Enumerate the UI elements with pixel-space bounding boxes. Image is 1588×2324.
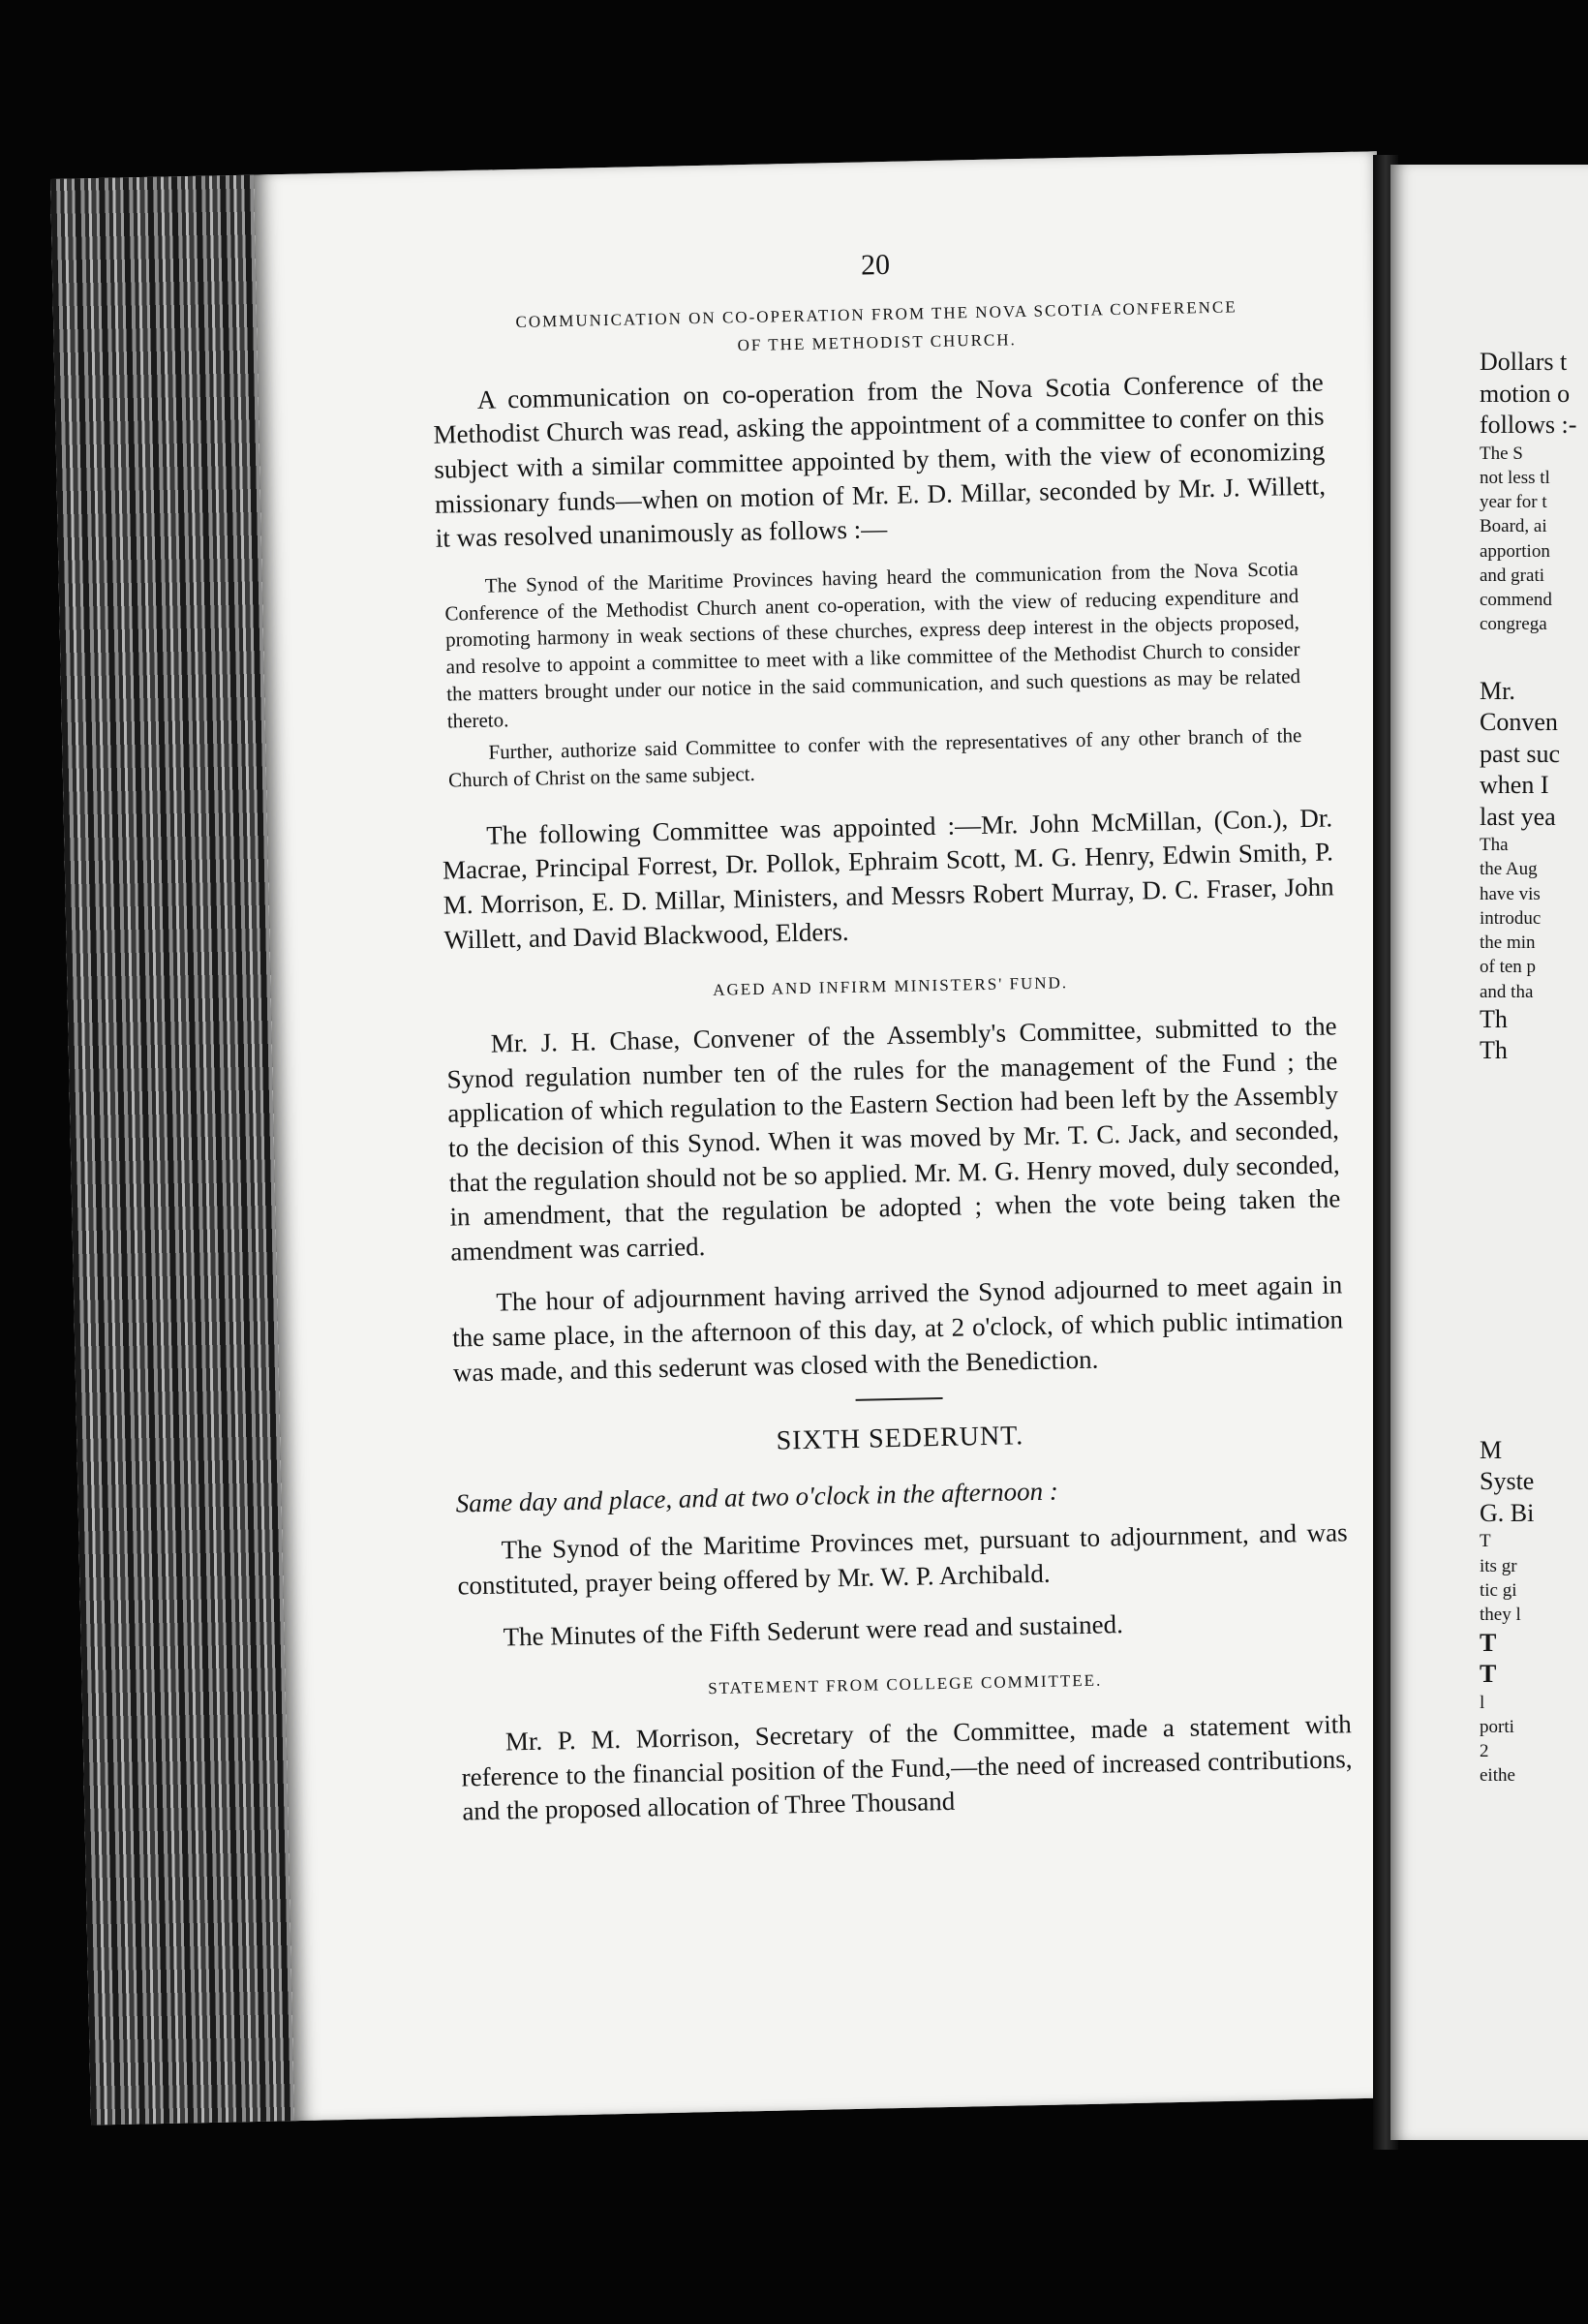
facing-page-line: of ten p <box>1480 957 1537 978</box>
book-left-page-block <box>50 151 1418 2125</box>
college-paragraph: Mr. P. M. Morrison, Secretary of the Committee, made a statement with reference to the financial position of the Fund,—the need of increased contributions, and the proposed allocation of Three Thousand <box>461 1709 1353 1826</box>
facing-page-line: Th <box>1480 1004 1508 1033</box>
facing-page-line: and tha <box>1480 981 1534 1002</box>
section-heading-communication <box>431 292 1323 367</box>
heading-line-1: COMMUNICATION ON CO-OPERATION FROM THE NOVA SCOTIA CONFERENCE <box>515 297 1237 331</box>
facing-page-line: not less tl <box>1480 467 1550 488</box>
facing-page-line: commend <box>1480 590 1552 611</box>
facing-page-line: 2 <box>1480 1741 1489 1762</box>
facing-page-line: its gr <box>1480 1555 1517 1576</box>
facing-page-line: porti <box>1480 1716 1514 1737</box>
facing-page-line: the min <box>1480 933 1536 954</box>
facing-page-line: M <box>1480 1435 1503 1464</box>
sederunt-title: SIXTH SEDERUNT. <box>776 1421 1024 1456</box>
facing-page-line: T <box>1480 1628 1497 1657</box>
facing-page-line: apportion <box>1480 540 1550 562</box>
facing-page-line: T <box>1480 1531 1491 1552</box>
sederunt-subtitle: Same day and place, and at two o'clock in the afternoon : <box>455 1476 1059 1518</box>
facing-page-line: last yea <box>1480 802 1556 831</box>
page-fore-edges <box>50 175 294 2125</box>
facing-page-line: year for t <box>1480 492 1547 513</box>
section-divider <box>856 1397 943 1401</box>
facing-page-line: the Aug <box>1480 859 1538 880</box>
facing-page-line: Tha <box>1480 835 1509 856</box>
facing-page-line: Th <box>1480 1036 1508 1065</box>
facing-page-line: have vis <box>1480 883 1541 904</box>
facing-page-line: Dollars t <box>1480 348 1568 376</box>
aged-infirm-paragraph: Mr. J. H. Chase, Convener of the Assembly's Committee, submitted to the Synod regulation number ten of the rules for the management of the Fund ; the application of which regulation to the Eastern Section had been left by the Assembly to the decision of this Synod. When it was moved by Mr. T. C. Jack, and seconded, that the regulation should not be so applied. Mr. M. G. Henry moved, duly seconded, in amendment, that the regulation be adopted ; when the vote being taken the amendment was carried. <box>446 1011 1341 1267</box>
facing-page-line: when I <box>1480 771 1549 800</box>
page-content <box>430 240 1354 1848</box>
committee-paragraph: The following Committee was appointed :—Mr. John McMillan, (Con.), Dr. Macrae, Principal Forrest, Dr. Pollok, Ephraim Scott, M. G. Henry, Edwin Smith, P. M. Morrison, E. D. Millar, Ministers, and Messrs Robert Murray, D. C. Fraser, John Willett, and David Blackwood, Elders. <box>442 803 1334 955</box>
facing-page-line: and grati <box>1480 565 1545 586</box>
facing-page-line: Syste <box>1480 1467 1535 1496</box>
facing-page-line: past suc <box>1480 739 1561 768</box>
facing-page-line: tic gi <box>1480 1580 1517 1602</box>
facing-page-line: introduc <box>1480 907 1542 929</box>
adjournment-paragraph: The hour of adjournment having arrived the Synod adjourned to meet again in the same place, in the afternoon of this day, at 2 o'clock, of which public intimation was made, and this sederunt was closed with the Benediction. <box>451 1269 1344 1388</box>
resolution-paragraph-1: The Synod of the Maritime Provinces having heard the communication from the Nova Scotia Conference of the Methodist Church anent co-operation, with the view of reducing expenditure and promoting harmony in weak sections of these churches, express deep interest in the objects proposed, and resolve to appoint a committee to meet with a like committee of the Methodist Church to consider the matters brought under our notice in the said communication, and such questions as may be related thereto. <box>444 557 1301 733</box>
facing-page-line: motion o <box>1480 379 1571 408</box>
facing-page-line: Board, ai <box>1480 516 1547 537</box>
resolution-paragraph-2: Further, authorize said Committee to confer with the representatives of any other branch of the Church of Christ on the same subject. <box>447 723 1302 792</box>
facing-page-line <box>1480 637 1588 676</box>
section-heading-college: STATEMENT FROM COLLEGE COMMITTEE. <box>708 1670 1103 1698</box>
left-page <box>254 151 1418 2121</box>
facing-page-line: follows :- <box>1480 411 1577 439</box>
facing-page-line: l <box>1480 1692 1485 1713</box>
page-number: 20 <box>860 248 891 282</box>
communication-paragraph: A communication on co-operation from the Nova Scotia Conference of the Methodist Church was read, asking the appointment of a committee to confer on this subject with a similar committee appointed by them, with the view of economizing missionary funds—when on motion of Mr. E. D. Millar, seconded by Mr. J. Willett, it was resolved unanimously as follows :— <box>433 367 1327 554</box>
facing-page-line: Mr. <box>1480 676 1515 705</box>
facing-page-line <box>1480 1067 1588 1435</box>
facing-page-line: eithe <box>1480 1765 1515 1787</box>
facing-page-line: T <box>1480 1660 1497 1689</box>
facing-page-line: they l <box>1480 1605 1521 1626</box>
facing-page-text <box>1480 347 1588 1789</box>
facing-page-line: Conven <box>1480 708 1558 737</box>
sederunt-paragraph-1: The Synod of the Maritime Provinces met, pursuant to adjournment, and was constituted, prayer being offered by Mr. W. P. Archibald. <box>457 1517 1348 1601</box>
facing-page <box>1390 165 1588 2140</box>
facing-page-line: The S <box>1480 443 1523 464</box>
facing-page-line: congrega <box>1480 614 1547 635</box>
heading-line-2: OF THE METHODIST CHURCH. <box>737 330 1017 355</box>
section-heading-aged-infirm: AGED AND INFIRM MINISTERS' FUND. <box>713 973 1069 1000</box>
facing-page-line: G. Bi <box>1480 1498 1535 1527</box>
sederunt-paragraph-2: The Minutes of the Fifth Sederunt were read and sustained. <box>503 1608 1124 1652</box>
